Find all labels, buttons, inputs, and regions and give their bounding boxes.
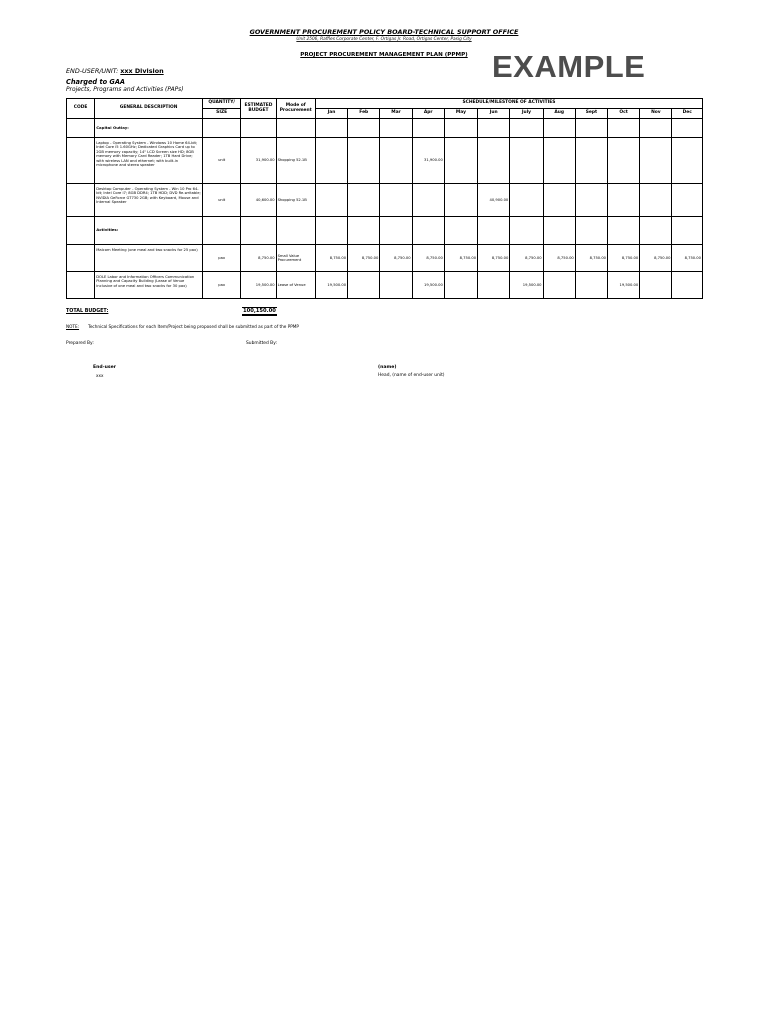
month-cell	[575, 272, 607, 299]
month-cell	[672, 184, 703, 217]
month-cell	[478, 138, 510, 184]
month-cell: 19,500.00	[510, 272, 543, 299]
plan-title: PROJECT PROCUREMENT MANAGEMENT PLAN (PPMP)	[300, 52, 468, 58]
month-cell	[640, 138, 672, 184]
header-month: Apr	[412, 109, 444, 119]
header-code: CODE	[67, 99, 95, 119]
month-cell	[575, 184, 607, 217]
paps-label: Projects, Programs and Activities (PAPs)	[66, 87, 184, 93]
month-cell	[608, 138, 640, 184]
code-cell	[67, 138, 95, 184]
item-size: pax	[203, 272, 241, 299]
header-description: GENERAL DESCRIPTION	[95, 99, 203, 119]
enduser-signatory-name: xxx	[96, 373, 104, 378]
month-cell: 8,750.00	[348, 245, 380, 272]
month-cell: 8,750.00	[672, 245, 703, 272]
month-cell	[380, 184, 412, 217]
month-cell	[543, 138, 575, 184]
section-label-capital: Capital Outlay:	[95, 119, 203, 138]
code-cell	[67, 119, 95, 138]
enduser-label: END-USER/UNIT:	[66, 67, 119, 75]
month-cell	[575, 138, 607, 184]
submitted-by-label: Submitted By:	[246, 341, 277, 346]
item-mode: Shopping 52.1B	[276, 184, 315, 217]
head-signatory-title: Head, (name of end-user unit)	[378, 373, 445, 378]
month-cell	[315, 138, 347, 184]
month-cell	[608, 184, 640, 217]
month-cell	[444, 272, 477, 299]
month-cell: 8,750.00	[315, 245, 347, 272]
header-month: Jan	[315, 109, 347, 119]
header-schedule: SCHEDULE/MILESTONE OF ACTIVITIES	[315, 99, 702, 109]
month-cell: 19,500.00	[315, 272, 347, 299]
header-month: Dec	[672, 109, 703, 119]
table-row	[67, 245, 703, 272]
head-signatory-name: (name)	[378, 365, 397, 370]
header-budget: ESTIMATED BUDGET	[241, 99, 276, 119]
month-cell	[510, 184, 543, 217]
month-cell: 8,750.00	[478, 245, 510, 272]
item-mode: Small Value Procurement	[276, 245, 315, 272]
total-budget-label: TOTAL BUDGET:	[66, 309, 109, 314]
month-cell	[640, 272, 672, 299]
agency-title: GOVERNMENT PROCUREMENT POLICY BOARD-TECHNICAL SUPPORT OFFICE	[249, 28, 519, 36]
enduser-signatory: End-user	[93, 365, 116, 370]
header-size: SIZE	[203, 109, 241, 119]
month-cell: 19,500.00	[608, 272, 640, 299]
month-cell: 8,750.00	[608, 245, 640, 272]
section-row-capital	[67, 119, 703, 138]
header-month: Nov	[640, 109, 672, 119]
header-month: Mar	[380, 109, 412, 119]
month-cell: 8,750.00	[543, 245, 575, 272]
header-mode: Mode of Procurement	[276, 99, 315, 119]
month-cell: 31,900.00	[412, 138, 444, 184]
month-cell	[315, 184, 347, 217]
header-quantity: QUANTITY/	[203, 99, 241, 109]
item-size: unit	[203, 138, 241, 184]
code-cell	[67, 245, 95, 272]
item-description: Desktop Computer - Operating System - Win 10 Pro 64-bit; Intel Core i7; 8GB DDR4; 1TB HDD; DVD Re-writable; NVIDIA GeForce GT730 2GB; with Keyboard, Mouse and Internal Speaker	[95, 184, 203, 217]
month-cell	[380, 138, 412, 184]
month-cell	[444, 138, 477, 184]
agency-address: Unit 2506, Raffles Corporate Center, F. Ortigas Jr. Road, Ortigas Center, Pasig City	[296, 36, 472, 42]
total-budget-value: 100,150.00	[243, 308, 276, 314]
month-cell: 8,750.00	[510, 245, 543, 272]
month-cell: 8,750.00	[640, 245, 672, 272]
month-cell	[348, 138, 380, 184]
item-description: Malcom Meeting (one meal and two snacks for 25 pax)	[95, 245, 203, 272]
table-row	[67, 272, 703, 299]
code-cell	[67, 184, 95, 217]
section-row-activities	[67, 217, 703, 245]
month-cell	[348, 184, 380, 217]
item-mode: Lease of Venue	[276, 272, 315, 299]
code-cell	[67, 272, 95, 299]
item-size: pax	[203, 245, 241, 272]
table-row	[67, 138, 703, 184]
header-month: Jun	[478, 109, 510, 119]
example-watermark: EXAMPLE	[492, 49, 646, 84]
month-cell	[543, 184, 575, 217]
month-cell	[672, 272, 703, 299]
item-budget: 31,900.00	[241, 138, 276, 184]
note-text: Technical Specifications for each Item/Project being proposed shall be submitted as part of the PPMP	[88, 324, 299, 329]
header-month: Aug	[543, 109, 575, 119]
month-cell	[510, 138, 543, 184]
item-budget: 40,600.00	[241, 184, 276, 217]
enduser-line	[66, 67, 164, 75]
table-row	[67, 184, 703, 217]
enduser-value: xxx Division	[120, 67, 164, 75]
item-budget: 8,750.00	[241, 245, 276, 272]
month-cell	[444, 184, 477, 217]
month-cell	[672, 138, 703, 184]
month-cell	[640, 184, 672, 217]
header-month: Feb	[348, 109, 380, 119]
month-cell	[348, 272, 380, 299]
month-cell: 19,500.00	[412, 272, 444, 299]
month-cell	[543, 272, 575, 299]
item-mode: Shopping 52.1B	[276, 138, 315, 184]
header-month: May	[444, 109, 477, 119]
ppmp-table	[66, 98, 703, 299]
item-description: Laptop - Operating System - Windows 10 Home 64-bit; Intel Core i5 1.60GHz; Dedicated Graphics Card up to 2GB memory capacity; 14" LCD Screen size HD; 8GB memory with Memory Card Reader; 1TB Hard Drive; with wireless LAN and ethernet; with built-in microphone and stereo speaker	[95, 138, 203, 184]
month-cell: 8,750.00	[444, 245, 477, 272]
header-row-1	[67, 99, 703, 109]
section-label-activities: Activities:	[95, 217, 203, 245]
item-description: DOLE Labor and Information Officers Communication Planning and Capacity Building (Lease of Venue inclusive of one meal and two snacks for 30 pax)	[95, 272, 203, 299]
item-budget: 19,500.00	[241, 272, 276, 299]
month-cell	[478, 272, 510, 299]
month-cell	[412, 184, 444, 217]
item-size: unit	[203, 184, 241, 217]
charged-to: Charged to GAA	[66, 78, 126, 86]
month-cell: 40,900.00	[478, 184, 510, 217]
month-cell: 8,750.00	[380, 245, 412, 272]
prepared-by-label: Prepared By:	[66, 341, 94, 346]
note-label: NOTE:	[66, 324, 80, 329]
header-month: July	[510, 109, 543, 119]
code-cell	[67, 217, 95, 245]
month-cell	[380, 272, 412, 299]
month-cell: 8,750.00	[575, 245, 607, 272]
header-month: Sept	[575, 109, 607, 119]
header-month: Oct	[608, 109, 640, 119]
month-cell: 8,750.00	[412, 245, 444, 272]
